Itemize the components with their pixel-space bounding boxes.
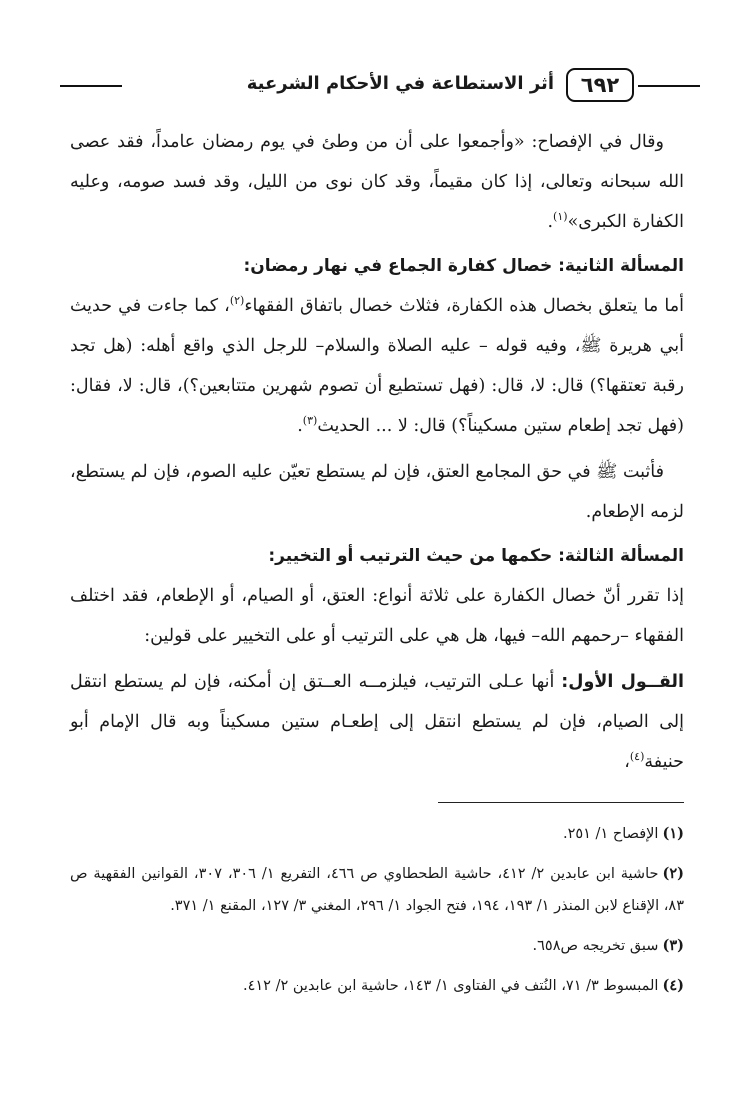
paragraph-text: أما ما يتعلق بخصال هذه الكفارة، فثلاث خصال باتفاق الفقهاء [244, 296, 684, 316]
footnote-separator [438, 802, 684, 803]
paragraph-end: ، [624, 752, 630, 772]
footnote-ref: (٤) [629, 750, 645, 764]
main-text [70, 122, 684, 788]
section-heading-issue-3: المسألة الثالثة: حكمها من حيث الترتيب أو التخيير: [268, 546, 684, 566]
footnote-number: (٣) [662, 937, 684, 954]
header-rule-left [60, 85, 122, 87]
footnote-ref: (١) [553, 210, 568, 224]
page-header [60, 66, 700, 106]
footnote-text: الإفصاح ١/ ٢٥١. [562, 826, 659, 842]
footnote-text: سبق تخريجه ص٦٥٨. [532, 938, 659, 954]
footnote-ref: (٣) [302, 414, 318, 428]
page-number: ٦٩٢ [566, 68, 634, 102]
paragraph-text: أنها عـلى الترتيب، فيلزمــه العــتق إن أمكنه، فإن لم يستطع انتقل إلى الصيام، فإن لم يستطع انتقل إلى إطعـام ستين مسكيناً وبه قال الإمام أبو حنيفة [70, 672, 684, 772]
first-opinion-label: القــول الأول: [561, 672, 685, 692]
running-title: أثر الاستطاعة في الأحكام الشرعية [246, 73, 554, 94]
paragraph-text: ، كما جاءت في حديث أبي هريرة ﷺ، وفيه قوله – عليه الصلاة والسلام– للرجل الذي واقع أهله: (هل تجد رقبة تعتقها؟) قال: لا، قال: (فهل تستطيع أن تصوم شهرين متتابعين؟)، قال: لا، فقال: (فهل تجد إطعام ستين مسكيناً؟) قال: لا ... الحديث [70, 296, 684, 436]
paragraph-ruling: فأثبت ﷺ في حق المجامع العتق، فإن لم يستطع تعيّن عليه الصوم، فإن لم يستطع، لزمه الإطعام. [70, 462, 684, 522]
paragraph-expiation-types [70, 286, 684, 446]
footnote-text: المبسوط ٣/ ٧١، النُتف في الفتاوى ١/ ١٤٣، حاشية ابن عابدين ٢/ ٤١٢. [242, 978, 659, 994]
footnote-item [70, 930, 684, 962]
paragraph-first-opinion [70, 662, 684, 782]
footnote-number: (١) [662, 825, 684, 842]
paragraph-two-opinions: إذا تقرر أنّ خصال الكفارة على ثلاثة أنواع: العتق، أو الصيام، أو الإطعام، فقد اختلف الفقهاء –رحمهم الله– فيها، هل هي على الترتيب أو على التخيير على قولين: [70, 586, 684, 646]
footnote-item [70, 818, 684, 850]
header-rule-right [638, 85, 700, 87]
section-heading-issue-2: المسألة الثانية: خصال كفارة الجماع في نهار رمضان: [243, 256, 684, 276]
paragraph-end: . [297, 416, 303, 436]
footnote-number: (٢) [662, 865, 685, 882]
footnote-ref: (٢) [229, 294, 245, 308]
footnote-item [70, 858, 684, 922]
footnote-number: (٤) [662, 977, 684, 994]
footnote-item [70, 970, 684, 1002]
footnotes [70, 818, 684, 1010]
footnote-text: حاشية ابن عابدين ٢/ ٤١٢، حاشية الطحطاوي ص ٤٦٦، التفريع ١/ ٣٠٦، ٣٠٧، القوانين الفقهية ص ٨٣، الإقناع لابن المنذر ١/ ١٩٣، ١٩٤، فتح الجواد ١/ ٢٩٦، المغني ٣/ ١٢٧، المقنع ١/ ٣٧١. [70, 866, 684, 914]
paragraph-text: وقال في الإفصاح: «وأجمعوا على أن من وطئ في يوم رمضان عامداً، فقد عصى الله سبحانه وتعالى، إذا كان مقيماً، وقد كان نوى من الليل، وقد فسد صومه، وعليه الكفارة الكبرى» [70, 132, 684, 232]
paragraph-ifsah-quote: وقال في الإفصاح: «وأجمعوا على أن من وطئ في يوم رمضان عامداً، فقد عصى الله سبحانه وتعالى، إذا كان مقيماً، وقد كان نوى من الليل، وقد فسد صومه، وعليه الكفارة الكبرى»$^{(١)}$. [70, 132, 684, 232]
